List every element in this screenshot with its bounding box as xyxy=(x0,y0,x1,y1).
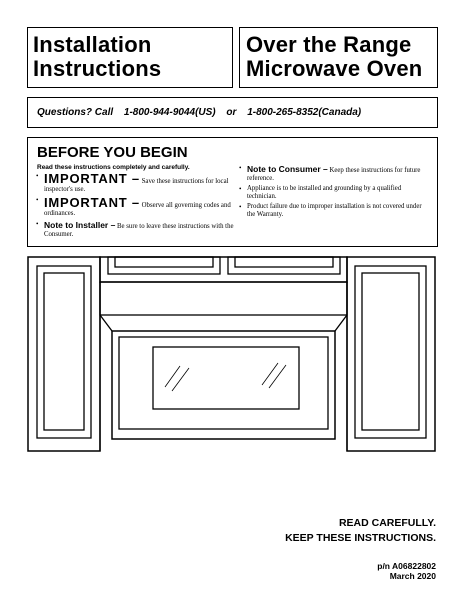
microwave-oven xyxy=(100,282,347,451)
upper-cabinets xyxy=(100,257,347,282)
before-you-begin-box xyxy=(27,137,438,247)
phone-or: or xyxy=(226,107,237,118)
title-box-right xyxy=(239,27,438,88)
item-text: Keep these instructions for future reference. xyxy=(247,167,421,182)
item-lead: Note to Installer – xyxy=(44,220,116,230)
list-item xyxy=(238,203,428,219)
part-number: p/n A06822802 xyxy=(377,561,436,571)
title-line-1: Installation xyxy=(33,32,152,57)
bullet-icon: • xyxy=(239,185,242,193)
item-text: Appliance is to be installed and grounding by a qualified technician. xyxy=(247,185,402,200)
product-line-1: Over the Range xyxy=(246,32,412,57)
list-item xyxy=(35,196,235,218)
section-intro: Read these instructions completely and carefully. xyxy=(37,164,190,171)
microwave-illustration xyxy=(26,255,438,453)
bullet-icon: • xyxy=(36,196,39,204)
bullet-icon: • xyxy=(239,164,242,172)
phone-label: Questions? Call xyxy=(37,107,114,118)
phone-row xyxy=(37,107,369,118)
item-text: Observe all governing codes and ordinances. xyxy=(44,202,231,217)
item-lead: IMPORTANT – xyxy=(44,171,140,186)
footer-line-keep: KEEP THESE INSTRUCTIONS. xyxy=(285,532,436,544)
publication-date: March 2020 xyxy=(389,571,436,581)
item-text: Save these instructions for local inspector's use. xyxy=(44,178,229,193)
footer-line-read: READ CAREFULLY. xyxy=(338,517,436,529)
left-column xyxy=(35,172,235,241)
phone-us: 1-800-944-9044(US) xyxy=(123,107,216,118)
item-lead: IMPORTANT – xyxy=(44,195,140,210)
footer-part-number xyxy=(377,561,436,581)
section-heading: BEFORE YOU BEGIN xyxy=(37,144,188,161)
list-item xyxy=(238,164,428,183)
left-cabinet xyxy=(28,257,100,451)
bullet-icon: • xyxy=(36,220,39,228)
item-text: Product failure due to improper installation is not covered under the Warranty. xyxy=(247,203,422,218)
right-column xyxy=(238,164,428,221)
phone-canada: 1-800-265-8352(Canada) xyxy=(247,107,362,118)
right-cabinet xyxy=(347,257,435,451)
product-line-2: Microwave Oven xyxy=(246,56,423,81)
bullet-icon: • xyxy=(239,203,242,211)
item-lead: Note to Consumer – xyxy=(247,164,328,174)
product-title xyxy=(246,33,422,81)
list-item xyxy=(238,185,428,201)
footer-read-carefully xyxy=(285,516,436,546)
phone-bar xyxy=(27,97,438,128)
bullet-icon: • xyxy=(36,172,39,180)
title-box-left xyxy=(27,27,233,88)
document-title xyxy=(33,33,161,81)
list-item xyxy=(35,172,235,194)
title-line-2: Instructions xyxy=(33,56,162,81)
item-text: Be sure to leave these instructions with the Consumer. xyxy=(44,223,234,238)
list-item xyxy=(35,220,235,239)
